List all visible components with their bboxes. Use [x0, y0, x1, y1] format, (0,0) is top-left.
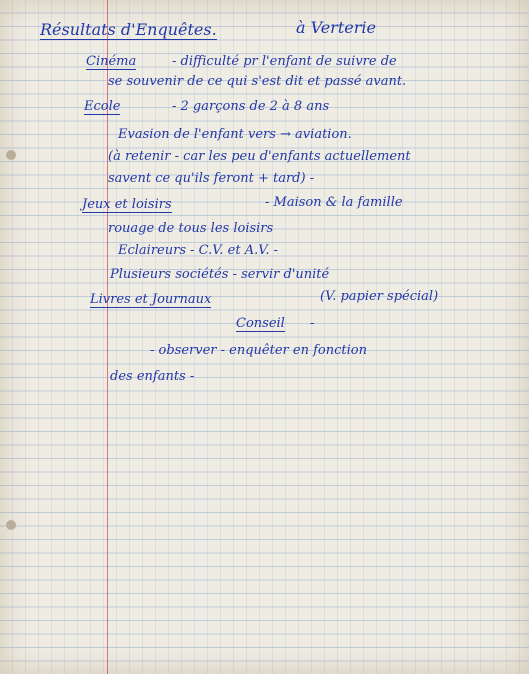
- line-text: savent ce qu'ils feront + tard) -: [108, 171, 315, 186]
- heading-conseil: Conseil: [236, 316, 285, 331]
- line-text: -: [310, 316, 315, 331]
- page-title: Résultats d'Enquêtes.: [40, 20, 217, 39]
- line-text: Evasion de l'enfant vers → aviation.: [118, 127, 352, 142]
- line-text: se souvenir de ce qui s'est dit et passé avant.: [108, 74, 407, 89]
- line-text: Eclaireurs - C.V. et A.V. -: [118, 243, 278, 258]
- line-text: - Maison & la famille: [265, 195, 403, 210]
- heading-cinema: Cinéma: [86, 54, 137, 69]
- line-text: (V. papier spécial): [320, 289, 439, 304]
- line-text: rouage de tous les loisirs: [108, 221, 274, 236]
- punch-hole: [6, 520, 16, 530]
- heading-livres-journaux: Livres et Journaux: [90, 292, 212, 307]
- line-text: des enfants -: [110, 369, 195, 384]
- line-text: - 2 garçons de 2 à 8 ans: [172, 99, 330, 114]
- line-text: Plusieurs sociétés - servir d'unité: [110, 267, 330, 282]
- heading-jeux-loisirs: Jeux et loisirs: [82, 197, 172, 212]
- line-text: (à retenir - car les peu d'enfants actuellement: [108, 149, 411, 164]
- line-text: - observer - enquêter en fonction: [150, 343, 367, 358]
- location: à Verterie: [296, 18, 376, 37]
- line-text: - difficulté pr l'enfant de suivre de: [172, 54, 397, 69]
- punch-hole: [6, 150, 16, 160]
- heading-ecole: Ecole: [84, 99, 121, 114]
